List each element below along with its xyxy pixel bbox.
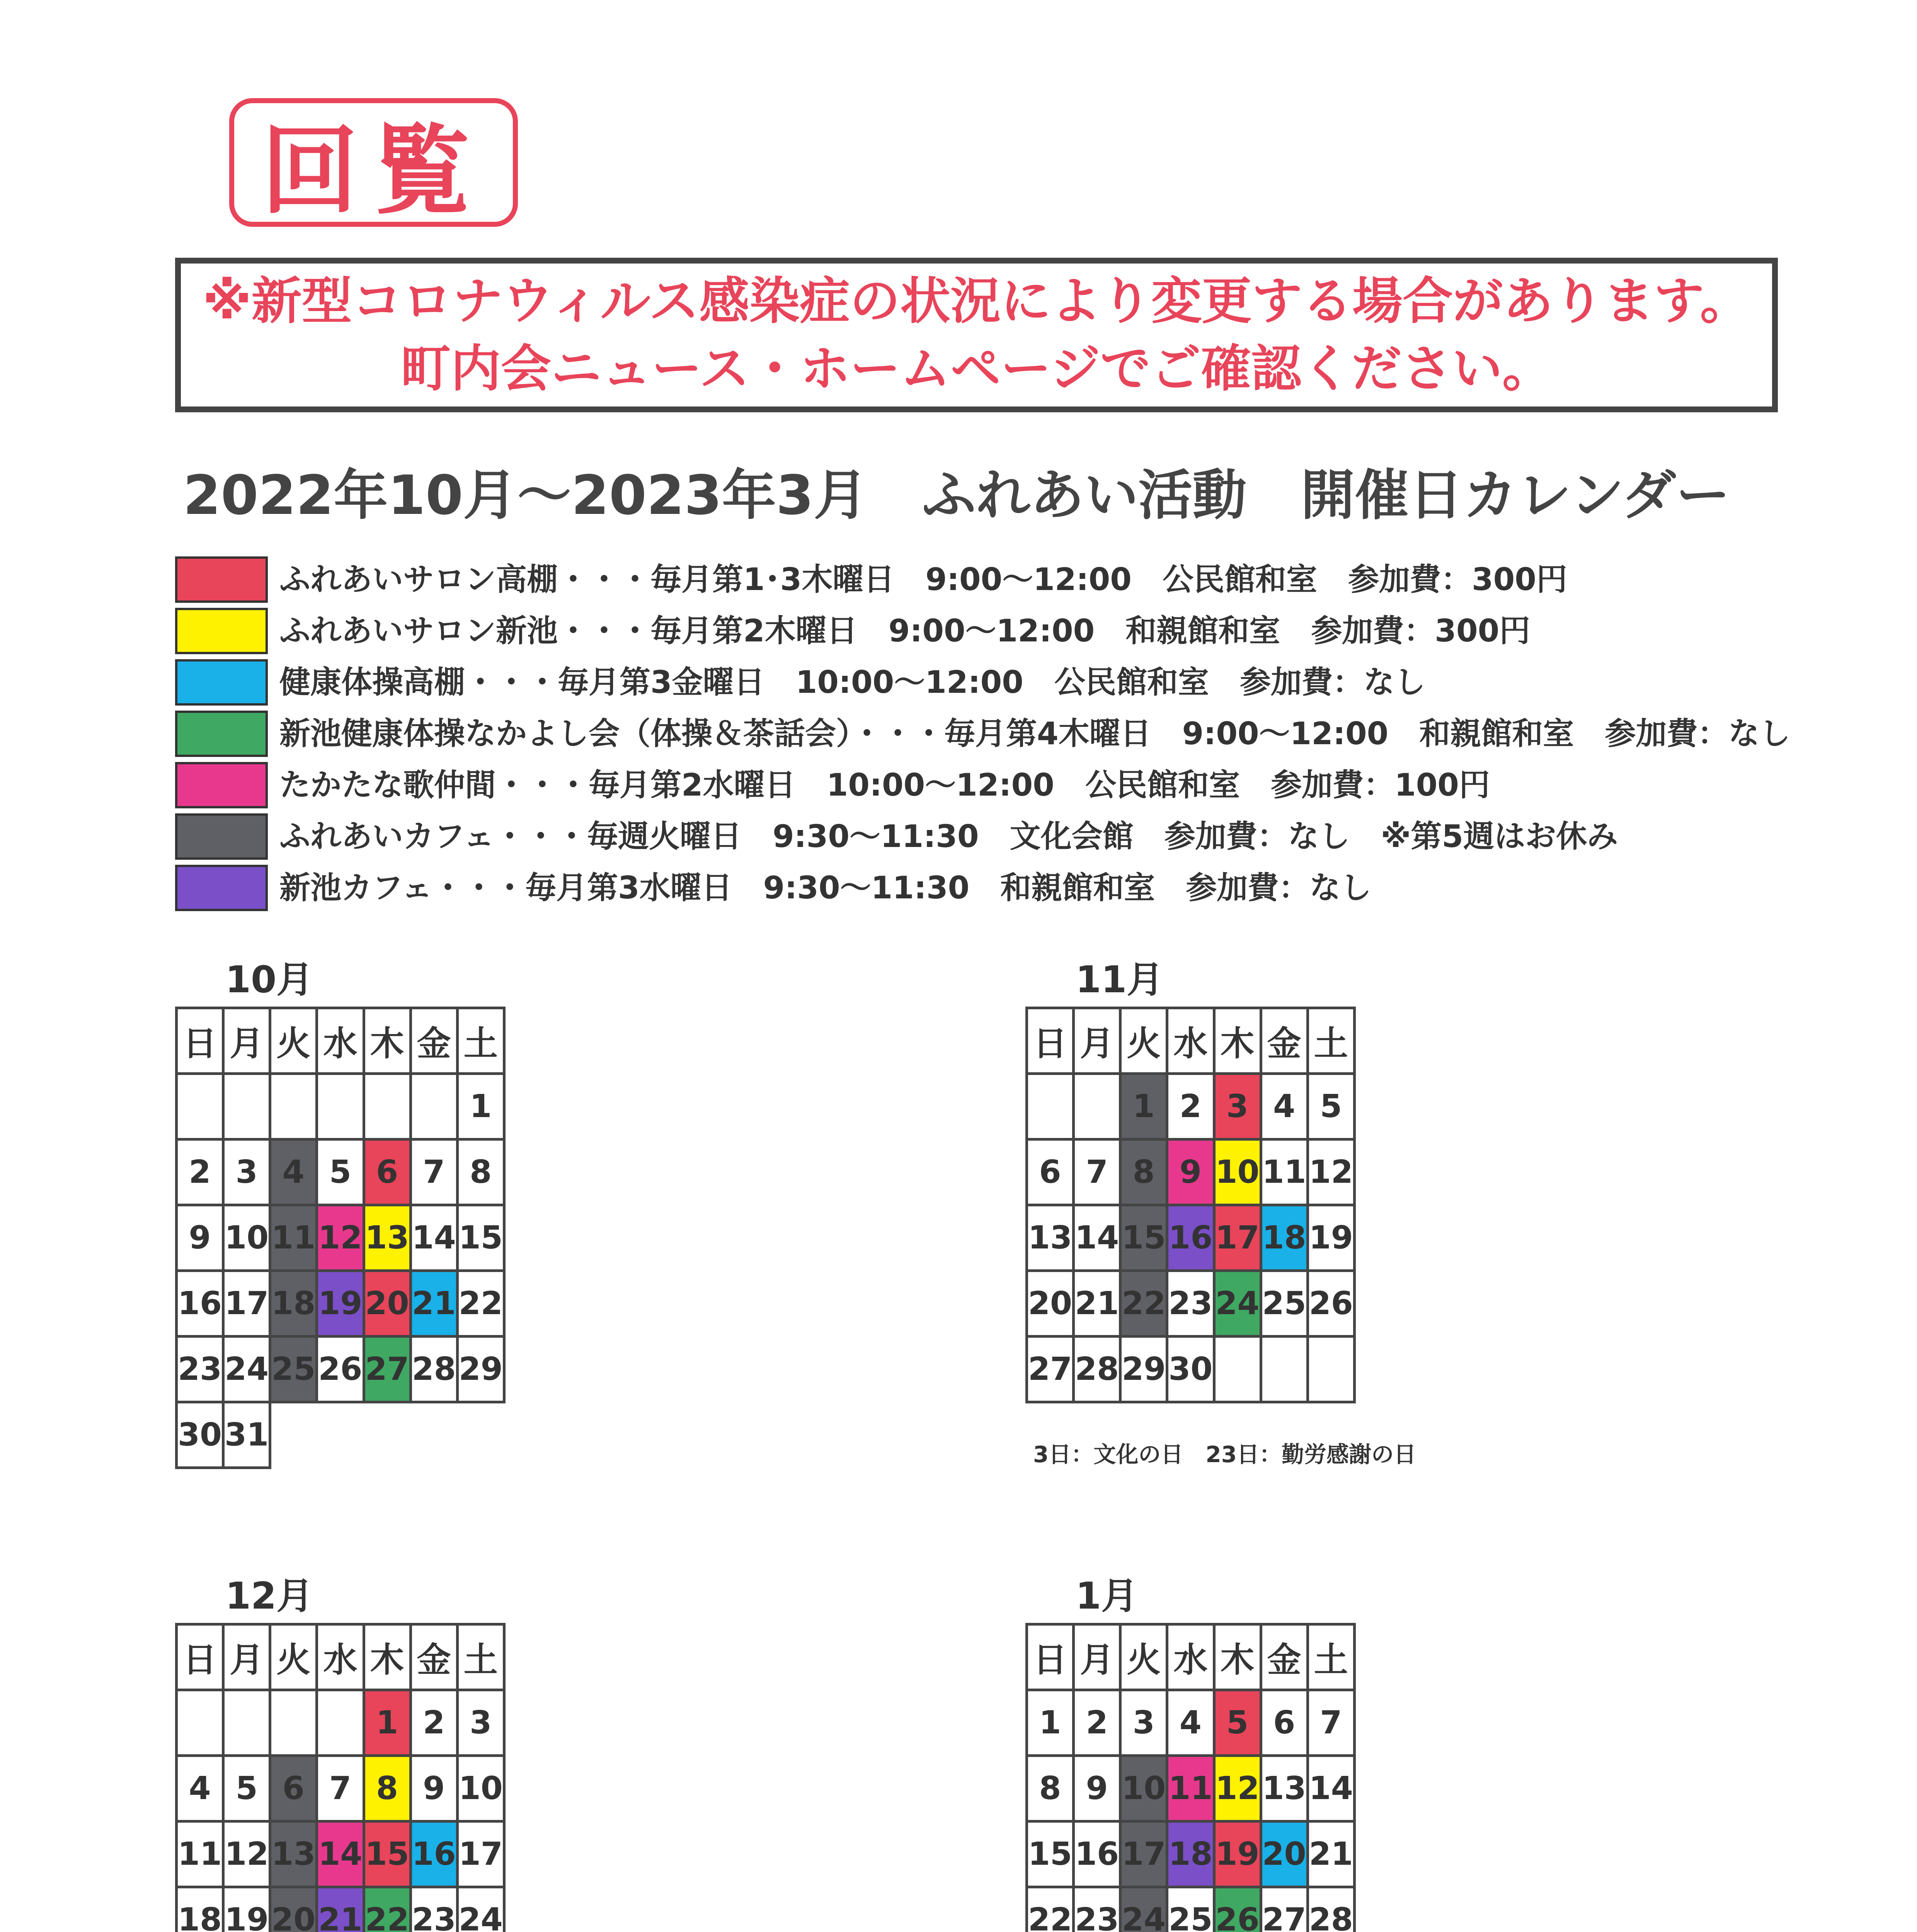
weekday-header: 金 <box>410 1624 457 1690</box>
day-cell: 19 <box>317 1271 364 1337</box>
day-cell: 13 <box>1261 1756 1308 1821</box>
day-cell: 27 <box>1261 1887 1308 1932</box>
day-cell: 23 <box>1167 1271 1214 1337</box>
week-row <box>1027 1887 1355 1932</box>
weekday-header: 月 <box>223 1624 270 1690</box>
week-row <box>177 1205 504 1271</box>
weekday-header: 日 <box>177 1624 223 1690</box>
day-cell: 8 <box>1027 1756 1074 1821</box>
day-cell: 15 <box>1120 1205 1167 1271</box>
day-cell: 5 <box>317 1139 364 1205</box>
legend-swatch <box>175 813 268 860</box>
weekday-header: 木 <box>364 1008 410 1074</box>
weekday-header: 日 <box>177 1008 223 1074</box>
day-cell: 12 <box>1214 1756 1261 1821</box>
day-cell: 16 <box>410 1821 457 1887</box>
day-cell: 16 <box>177 1271 223 1337</box>
weekday-header: 土 <box>1308 1624 1354 1690</box>
week-row <box>177 1271 504 1337</box>
day-cell: 26 <box>1214 1887 1261 1932</box>
day-cell: 28 <box>410 1337 457 1402</box>
legend-item <box>175 556 1779 603</box>
month-name: 11月 <box>1076 959 1164 1001</box>
weekday-header: 日 <box>1027 1624 1074 1690</box>
month-table <box>1025 1623 1356 1932</box>
day-cell: 19 <box>1308 1205 1354 1271</box>
day-cell: 22 <box>364 1887 410 1932</box>
legend-item <box>175 762 1779 808</box>
weekday-header: 火 <box>270 1008 317 1074</box>
day-cell: 12 <box>317 1205 364 1271</box>
day-cell: 5 <box>1214 1690 1261 1756</box>
day-cell: 2 <box>410 1690 457 1756</box>
legend-text: たかたな歌仲間・・・毎月第2水曜日 10:00～12:00 公民館和室 参加費：100円 <box>279 767 1490 803</box>
day-cell: 1 <box>1120 1074 1167 1139</box>
day-cell: 5 <box>1308 1074 1354 1139</box>
day-cell: 21 <box>317 1887 364 1932</box>
week-row <box>177 1337 504 1402</box>
day-cell: 23 <box>1074 1887 1120 1932</box>
notice-line-2: 町内会ニュース・ホームページでご確認ください。 <box>400 339 1553 398</box>
day-cell: 6 <box>270 1756 317 1821</box>
day-cell: 23 <box>177 1337 223 1402</box>
legend-text: 健康体操高棚・・・毎月第3金曜日 10:00～12:00 公民館和室 参加費：なし <box>279 664 1425 700</box>
week-row <box>1027 1271 1355 1337</box>
day-cell: 8 <box>364 1756 410 1821</box>
day-cell: 2 <box>177 1139 223 1205</box>
weekday-header-row <box>1027 1624 1355 1690</box>
empty-cell <box>317 1402 364 1468</box>
day-cell: 28 <box>1308 1887 1354 1932</box>
day-cell: 5 <box>223 1756 270 1821</box>
month-name: 12月 <box>225 1575 313 1617</box>
day-cell: 20 <box>1261 1821 1308 1887</box>
week-row <box>1027 1074 1355 1139</box>
weekday-header: 火 <box>1120 1624 1167 1690</box>
day-cell: 28 <box>1074 1337 1120 1402</box>
empty-cell <box>270 1690 317 1756</box>
day-cell: 29 <box>1120 1337 1167 1402</box>
weekday-header: 土 <box>457 1008 504 1074</box>
legend-item <box>175 813 1779 860</box>
day-cell: 31 <box>223 1402 270 1468</box>
month-table <box>1025 1007 1356 1403</box>
day-cell: 7 <box>317 1756 364 1821</box>
day-cell: 23 <box>410 1887 457 1932</box>
day-cell: 9 <box>1167 1139 1214 1205</box>
day-cell: 25 <box>1167 1887 1214 1932</box>
day-cell: 20 <box>270 1887 317 1932</box>
legend-swatch <box>175 556 268 603</box>
empty-cell <box>223 1690 270 1756</box>
empty-cell <box>177 1074 223 1139</box>
day-cell: 12 <box>223 1821 270 1887</box>
day-cell: 4 <box>1261 1074 1308 1139</box>
week-row <box>1027 1205 1355 1271</box>
month-name: 1月 <box>1076 1575 1138 1617</box>
day-cell: 1 <box>1027 1690 1074 1756</box>
week-row <box>177 1821 504 1887</box>
week-row <box>177 1139 504 1205</box>
weekday-header: 木 <box>1214 1008 1261 1074</box>
day-cell: 10 <box>1120 1756 1167 1821</box>
week-row <box>177 1887 504 1932</box>
weekday-header-row <box>177 1624 504 1690</box>
empty-cell <box>1027 1074 1074 1139</box>
day-cell: 20 <box>1027 1271 1074 1337</box>
legend-text: 新池健康体操なかよし会（体操＆茶話会）・・・毎月第4木曜日 9:00～12:00 和親館和室 参加費：なし <box>279 716 1791 752</box>
weekday-header: 月 <box>223 1008 270 1074</box>
weekday-header: 月 <box>1074 1008 1120 1074</box>
day-cell: 13 <box>364 1205 410 1271</box>
day-cell: 22 <box>1027 1887 1074 1932</box>
weekday-header: 水 <box>317 1008 364 1074</box>
day-cell: 8 <box>457 1139 504 1205</box>
day-cell: 24 <box>1120 1887 1167 1932</box>
day-cell: 10 <box>223 1205 270 1271</box>
day-cell: 15 <box>1027 1821 1074 1887</box>
legend-item <box>175 659 1779 706</box>
day-cell: 18 <box>1261 1205 1308 1271</box>
weekday-header: 火 <box>270 1624 317 1690</box>
day-cell: 26 <box>1308 1271 1354 1337</box>
week-row <box>1027 1337 1355 1402</box>
empty-cell <box>177 1690 223 1756</box>
weekday-header: 木 <box>364 1624 410 1690</box>
weekday-header: 水 <box>1167 1008 1214 1074</box>
weekday-header: 水 <box>317 1624 364 1690</box>
week-row <box>177 1756 504 1821</box>
day-cell: 11 <box>1261 1139 1308 1205</box>
day-cell: 8 <box>1120 1139 1167 1205</box>
day-cell: 17 <box>457 1821 504 1887</box>
weekday-header-row <box>177 1008 504 1074</box>
day-cell: 17 <box>1214 1205 1261 1271</box>
day-cell: 6 <box>1027 1139 1074 1205</box>
week-row <box>177 1402 504 1468</box>
day-cell: 27 <box>364 1337 410 1402</box>
empty-cell <box>1261 1337 1308 1402</box>
week-row <box>1027 1821 1355 1887</box>
day-cell: 17 <box>223 1271 270 1337</box>
day-cell: 7 <box>1308 1690 1354 1756</box>
day-cell: 7 <box>410 1139 457 1205</box>
weekday-header: 日 <box>1027 1008 1074 1074</box>
week-row <box>1027 1756 1355 1821</box>
day-cell: 17 <box>1120 1821 1167 1887</box>
day-cell: 15 <box>364 1821 410 1887</box>
weekday-header: 水 <box>1167 1624 1214 1690</box>
day-cell: 10 <box>1214 1139 1261 1205</box>
weekday-header: 金 <box>410 1008 457 1074</box>
day-cell: 24 <box>1214 1271 1261 1337</box>
weekday-header: 月 <box>1074 1624 1120 1690</box>
empty-cell <box>270 1402 317 1468</box>
day-cell: 12 <box>1308 1139 1354 1205</box>
day-cell: 4 <box>1167 1690 1214 1756</box>
circulation-stamp <box>229 98 518 227</box>
weekday-header: 木 <box>1214 1624 1261 1690</box>
day-cell: 30 <box>1167 1337 1214 1402</box>
legend-text: ふれあいサロン高棚・・・毎月第1･3木曜日 9:00～12:00 公民館和室 参加費：300円 <box>279 561 1567 597</box>
day-cell: 16 <box>1167 1205 1214 1271</box>
empty-cell <box>364 1402 410 1468</box>
day-cell: 6 <box>364 1139 410 1205</box>
day-cell: 16 <box>1074 1821 1120 1887</box>
empty-cell <box>457 1402 504 1468</box>
day-cell: 11 <box>1167 1756 1214 1821</box>
day-cell: 9 <box>410 1756 457 1821</box>
day-cell: 21 <box>410 1271 457 1337</box>
legend-swatch <box>175 608 268 654</box>
day-cell: 29 <box>457 1337 504 1402</box>
day-cell: 22 <box>457 1271 504 1337</box>
day-cell: 10 <box>457 1756 504 1821</box>
day-cell: 3 <box>457 1690 504 1756</box>
empty-cell <box>270 1074 317 1139</box>
notice-line-1: ※新型コロナウィルス感染症の状況により変更する場合があります。 <box>203 272 1750 330</box>
day-cell: 26 <box>317 1337 364 1402</box>
weekday-header: 土 <box>457 1624 504 1690</box>
day-cell: 14 <box>410 1205 457 1271</box>
day-cell: 2 <box>1167 1074 1214 1139</box>
day-cell: 9 <box>1074 1756 1120 1821</box>
month-table <box>175 1007 506 1469</box>
empty-cell <box>317 1690 364 1756</box>
holiday-note: 3日：文化の日 23日：勤労感謝の日 <box>1033 1441 1416 1468</box>
week-row <box>1027 1139 1355 1205</box>
legend-item <box>175 711 1791 757</box>
day-cell: 27 <box>1027 1337 1074 1402</box>
day-cell: 14 <box>317 1821 364 1887</box>
empty-cell <box>1308 1337 1354 1402</box>
notice-box <box>175 258 1778 412</box>
day-cell: 13 <box>270 1821 317 1887</box>
weekday-header: 金 <box>1261 1624 1308 1690</box>
empty-cell <box>1074 1074 1120 1139</box>
week-row <box>1027 1690 1355 1756</box>
legend-swatch <box>175 762 268 808</box>
day-cell: 4 <box>177 1756 223 1821</box>
weekday-header-row <box>1027 1008 1355 1074</box>
day-cell: 1 <box>364 1690 410 1756</box>
day-cell: 14 <box>1074 1205 1120 1271</box>
day-cell: 13 <box>1027 1205 1074 1271</box>
day-cell: 3 <box>223 1139 270 1205</box>
day-cell: 7 <box>1074 1139 1120 1205</box>
empty-cell <box>410 1402 457 1468</box>
day-cell: 11 <box>177 1821 223 1887</box>
empty-cell <box>317 1074 364 1139</box>
day-cell: 18 <box>270 1271 317 1337</box>
day-cell: 22 <box>1120 1271 1167 1337</box>
month-table <box>175 1623 506 1932</box>
day-cell: 25 <box>1261 1271 1308 1337</box>
day-cell: 21 <box>1074 1271 1120 1337</box>
day-cell: 6 <box>1261 1690 1308 1756</box>
stamp-label: 回覧 <box>261 114 486 227</box>
day-cell: 3 <box>1214 1074 1261 1139</box>
week-row <box>177 1690 504 1756</box>
legend-text: ふれあいサロン新池・・・毎月第2木曜日 9:00～12:00 和親館和室 参加費：300円 <box>279 613 1531 649</box>
day-cell: 14 <box>1308 1756 1354 1821</box>
legend-swatch <box>175 711 268 757</box>
legend-item <box>175 865 1779 911</box>
empty-cell <box>223 1074 270 1139</box>
legend-text: ふれあいカフェ・・・毎週火曜日 9:30～11:30 文化会館 参加費：なし ※第5週はお休み <box>279 818 1618 854</box>
legend-text: 新池カフェ・・・毎月第3水曜日 9:30～11:30 和親館和室 参加費：なし <box>279 870 1372 906</box>
legend-item <box>175 608 1779 654</box>
legend-swatch <box>175 659 268 706</box>
empty-cell <box>410 1074 457 1139</box>
day-cell: 19 <box>223 1887 270 1932</box>
day-cell: 11 <box>270 1205 317 1271</box>
day-cell: 24 <box>223 1337 270 1402</box>
day-cell: 2 <box>1074 1690 1120 1756</box>
empty-cell <box>364 1074 410 1139</box>
day-cell: 30 <box>177 1402 223 1468</box>
day-cell: 9 <box>177 1205 223 1271</box>
week-row <box>177 1074 504 1139</box>
weekday-header: 金 <box>1261 1008 1308 1074</box>
weekday-header: 土 <box>1308 1008 1354 1074</box>
day-cell: 4 <box>270 1139 317 1205</box>
empty-cell <box>1214 1337 1261 1402</box>
weekday-header: 火 <box>1120 1008 1167 1074</box>
page-title: 2022年10月～2023年3月 ふれあい活動 開催日カレンダー <box>183 464 1730 527</box>
legend-swatch <box>175 865 268 911</box>
day-cell: 18 <box>177 1887 223 1932</box>
day-cell: 18 <box>1167 1821 1214 1887</box>
day-cell: 24 <box>457 1887 504 1932</box>
day-cell: 19 <box>1214 1821 1261 1887</box>
day-cell: 3 <box>1120 1690 1167 1756</box>
month-name: 10月 <box>225 959 313 1001</box>
day-cell: 20 <box>364 1271 410 1337</box>
day-cell: 1 <box>457 1074 504 1139</box>
day-cell: 15 <box>457 1205 504 1271</box>
day-cell: 25 <box>270 1337 317 1402</box>
day-cell: 21 <box>1308 1821 1354 1887</box>
